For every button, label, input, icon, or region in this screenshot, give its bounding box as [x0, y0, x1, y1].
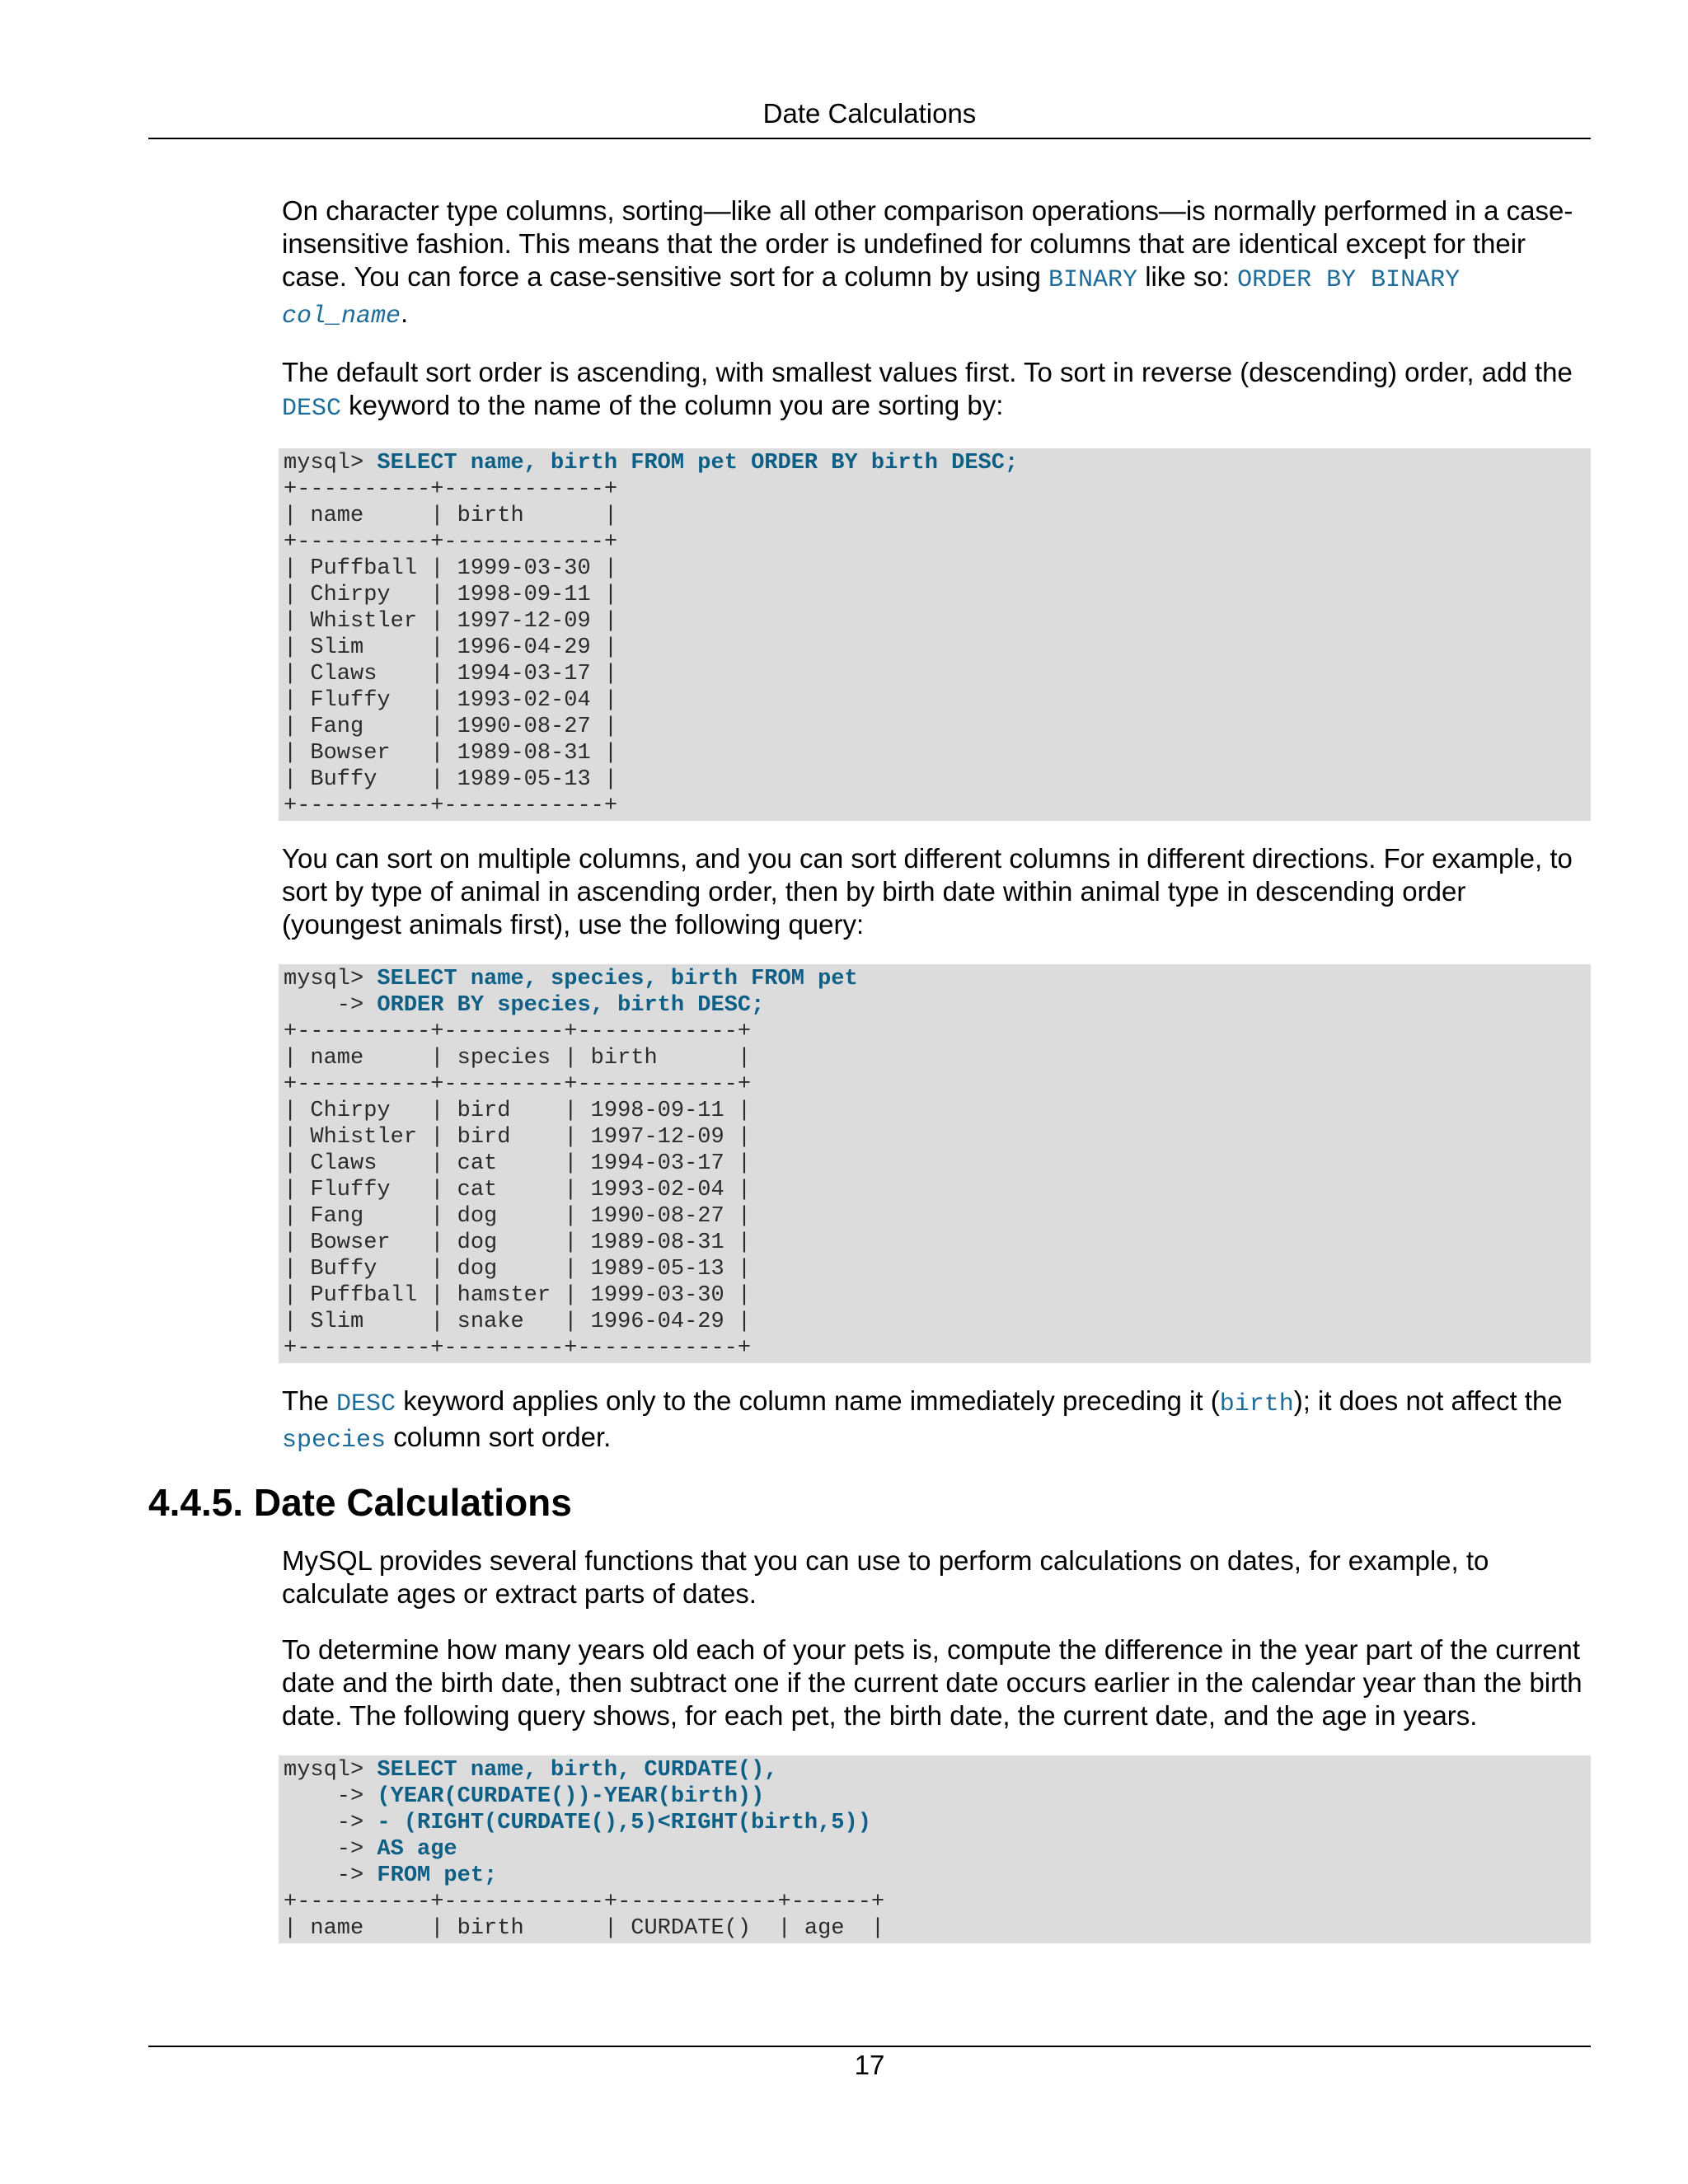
query-output-table: +----------+------------+ | name | birth | +----------+------------+ | Puffball | 1999-03-30 | | Chirpy | 1998-09-11 | | Whistler | 1997-12-09 | | Slim | 1996-04-29 | | Claws | 1994-03-17 | | Fluffy | 1993-02-04 | | Fang | 1990-08-27 | | Bowser | 1989-08-31 | | Buffy | 1989-05-13 | +----------+------------+	[284, 477, 618, 818]
paragraph-desc-keyword	[282, 1385, 1591, 1457]
sql-command-line-2: (YEAR(CURDATE())-YEAR(birth))	[377, 1784, 765, 1809]
text: keyword applies only to the column name immediately preceding it (	[396, 1385, 1220, 1416]
text: keyword to the name of the column you are sorting by:	[341, 390, 1004, 420]
header-divider	[148, 138, 1591, 139]
text: The	[282, 1385, 337, 1416]
sql-command-line-2: ORDER BY species, birth DESC;	[377, 993, 765, 1018]
text: The default sort order is ascending, with smallest values first. To sort in reverse (descending) order, add the	[282, 357, 1573, 387]
code-birth: birth	[1219, 1390, 1294, 1418]
page-header-title: Date Calculations	[762, 98, 977, 129]
sql-command-line-5: FROM pet;	[377, 1863, 498, 1888]
query-output-table-header: +----------+------------+------------+------+ | name | birth | CURDATE() | age |	[284, 1890, 885, 1941]
sql-command-line-4: AS age	[377, 1837, 457, 1862]
code-desc: DESC	[282, 395, 342, 423]
code-block-age-query	[279, 1755, 1591, 1943]
text: On character type columns, sorting—like all other comparison operations—is normally performed in a case-insensitive fashion. This means that the order is undefined for columns that are identical except for their case. You can force a case-sensitive sort for a column by using	[282, 195, 1573, 292]
query-output-table: +----------+---------+------------+ | name | species | birth | +----------+---------+------------+ | Chirpy | bird | 1998-09-11 | | Whistler | bird | 1997-12-09 | | Claws | cat | 1994-03-17 | | Fluffy | cat | 1993-02-04 | | Fang | dog | 1990-08-27 | | Bowser | dog | 1989-08-31 | | Buffy | dog | 1989-05-13 | | Puffball | hamster | 1999-03-30 | | Slim | snake | 1996-04-29 | +----------+---------+------------+	[284, 1019, 752, 1361]
page-content	[148, 194, 1591, 1965]
continuation-prompt: ->	[336, 1784, 364, 1809]
paragraph-default-sort	[282, 356, 1591, 425]
sql-command: SELECT name, birth FROM pet ORDER BY birth DESC;	[377, 451, 1019, 476]
continuation-prompt: ->	[336, 1837, 364, 1862]
continuation-prompt: ->	[336, 993, 364, 1018]
text: like so:	[1137, 261, 1238, 292]
paragraph-date-functions: MySQL provides several functions that you can use to perform calculations on dates, for example, to calculate ages or extract parts of dates.	[282, 1545, 1489, 1609]
paragraph-case-sensitivity	[282, 194, 1591, 333]
footer-divider	[148, 2046, 1591, 2047]
code-binary: BINARY	[1048, 266, 1138, 294]
code-col-name: col_name	[282, 302, 401, 330]
section-heading: 4.4.5. Date Calculations	[148, 1481, 572, 1524]
mysql-prompt: mysql>	[284, 451, 377, 476]
sql-command-line-3: - (RIGHT(CURDATE(),5)<RIGHT(birth,5))	[377, 1811, 871, 1835]
text: ); it does not affect the	[1293, 1385, 1563, 1416]
code-desc: DESC	[336, 1390, 396, 1418]
paragraph-multi-column-sort: You can sort on multiple columns, and you can sort different columns in different directions. For example, to sort by type of animal in ascending order, then by birth date within animal type in descending order (youngest animals first), use the following query:	[282, 843, 1573, 940]
paragraph-age-calculation: To determine how many years old each of your pets is, compute the difference in the year part of the current date and the birth date, then subtract one if the current date occurs earlier in the calendar year than the birth date. The following query shows, for each pet, the birth date, the current date, and the age in years.	[282, 1634, 1582, 1731]
text: .	[401, 298, 409, 328]
sql-command-line-1: SELECT name, birth, CURDATE(),	[377, 1758, 778, 1783]
text: column sort order.	[386, 1422, 612, 1452]
page-number: 17	[854, 2050, 885, 2080]
code-block-sort-desc	[279, 448, 1591, 821]
code-order-by-binary: ORDER BY BINARY	[1237, 266, 1461, 294]
sql-command-line-1: SELECT name, species, birth FROM pet	[377, 967, 858, 991]
code-species: species	[282, 1427, 387, 1455]
continuation-prompt: ->	[336, 1811, 364, 1835]
mysql-prompt: mysql>	[284, 967, 377, 991]
code-block-sort-species	[279, 964, 1591, 1363]
mysql-prompt: mysql>	[284, 1758, 377, 1783]
continuation-prompt: ->	[336, 1863, 364, 1888]
